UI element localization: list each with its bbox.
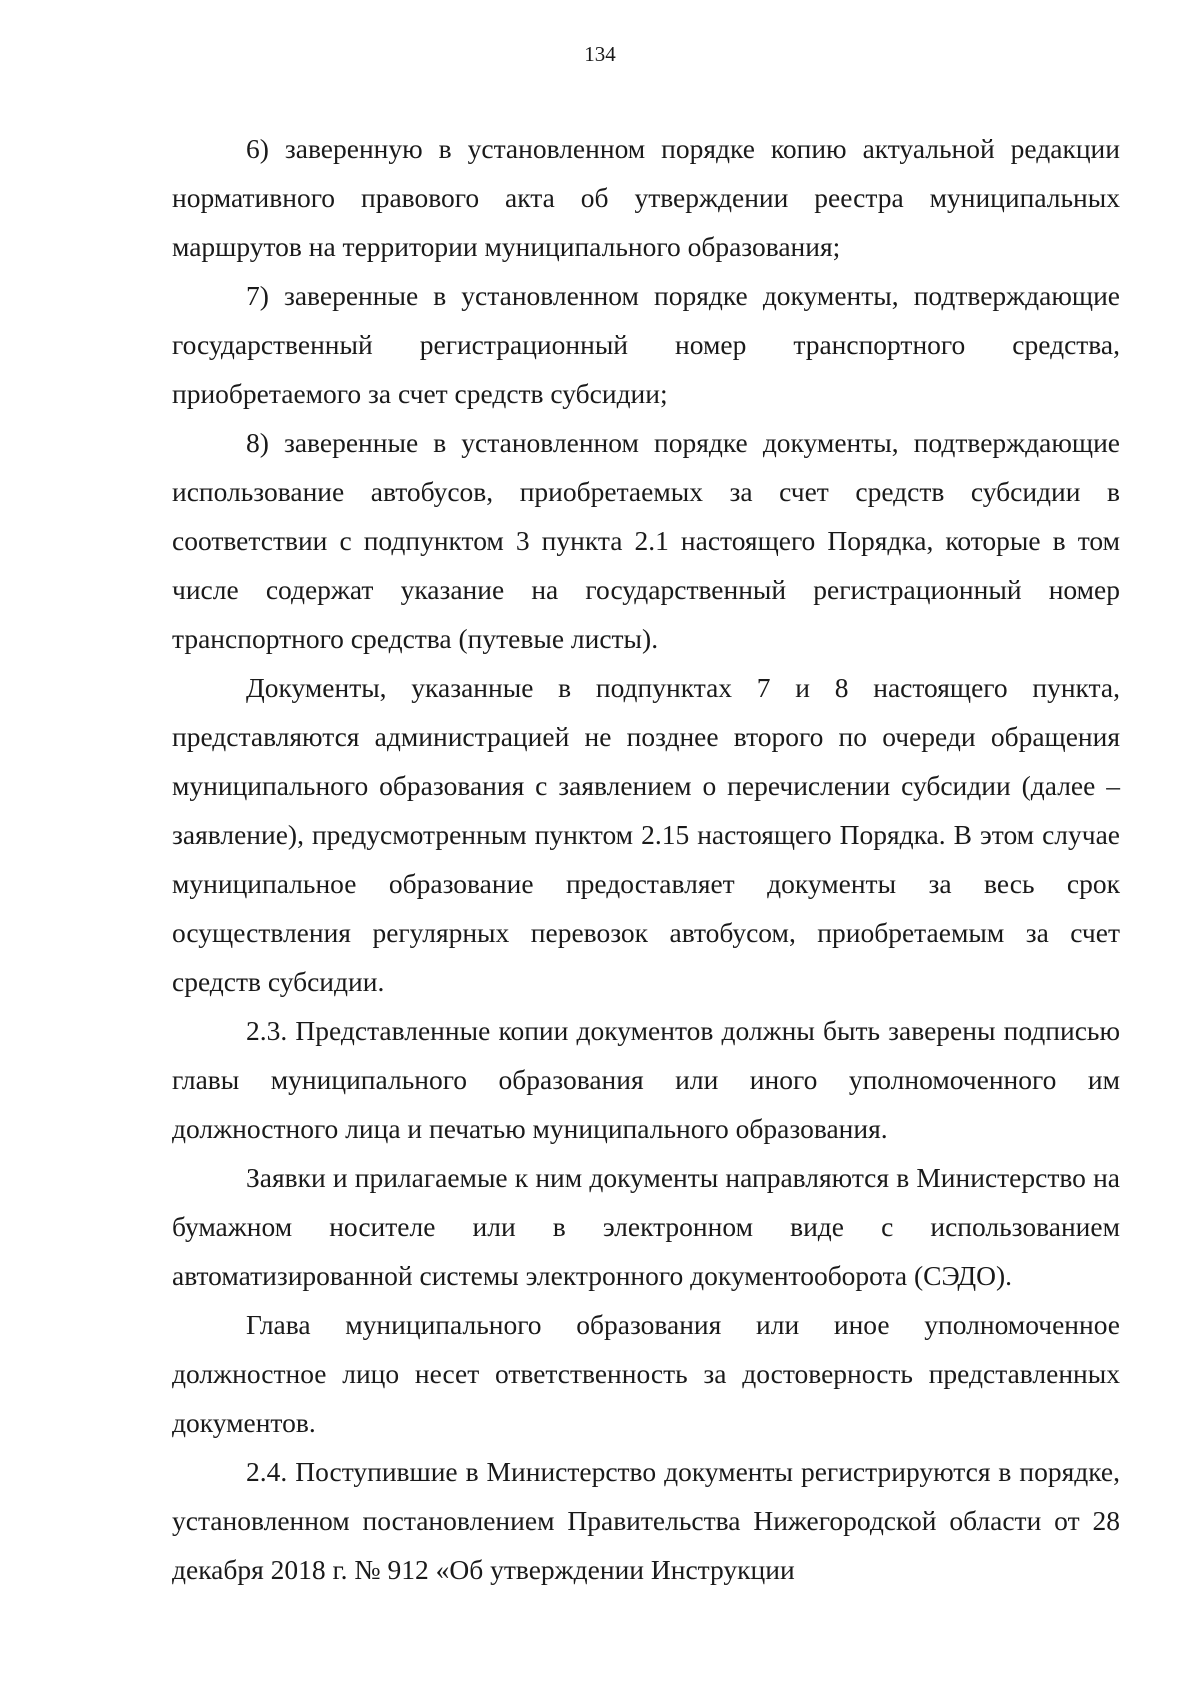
paragraph-applications: Заявки и прилагаемые к ним документы направляются в Министерство на бумажном носителе или в электронном виде с использованием автоматизированной системы электронного документооборота (СЭДО). <box>172 1162 1120 1291</box>
paragraph-responsibility: Глава муниципального образования или иное уполномоченное должностное лицо несет ответственность за достоверность представленных документов. <box>172 1309 1120 1438</box>
paragraph-item-6: 6) заверенную в установленном порядке копию актуальной редакции нормативного правового акта об утверждении реестра муниципальных маршрутов на территории муниципального образования; <box>172 133 1120 262</box>
document-body <box>172 124 1120 1594</box>
paragraph-section-2-4: 2.4. Поступившие в Министерство документы регистрируются в порядке, установленном постановлением Правительства Нижегородской области от 28 декабря 2018 г. № 912 «Об утверждении Инструкции <box>172 1456 1120 1585</box>
paragraph-item-8: 8) заверенные в установленном порядке документы, подтверждающие использование автобусов, приобретаемых за счет средств субсидии в соответствии с подпунктом 3 пункта 2.1 настоящего Порядка, которые в том числе содержат указание на государственный регистрационный номер транспортного средства (путевые листы). <box>172 427 1120 654</box>
paragraph-item-7: 7) заверенные в установленном порядке документы, подтверждающие государственный регистрационный номер транспортного средства, приобретаемого за счет средств субсидии; <box>172 280 1120 409</box>
paragraph-section-2-3: 2.3. Представленные копии документов должны быть заверены подписью главы муниципального образования или иного уполномоченного им должностного лица и печатью муниципального образования. <box>172 1015 1120 1144</box>
page-number: 134 <box>584 42 616 66</box>
paragraph-documents-note: Документы, указанные в подпунктах 7 и 8 настоящего пункта, представляются администрацией не позднее второго по очереди обращения муниципального образования с заявлением о перечислении субсидии (далее – заявление), предусмотренным пунктом 2.15 настоящего Порядка. В этом случае муниципальное образование предоставляет документы за весь срок осуществления регулярных перевозок автобусом, приобретаемым за счет средств субсидии. <box>172 672 1120 997</box>
